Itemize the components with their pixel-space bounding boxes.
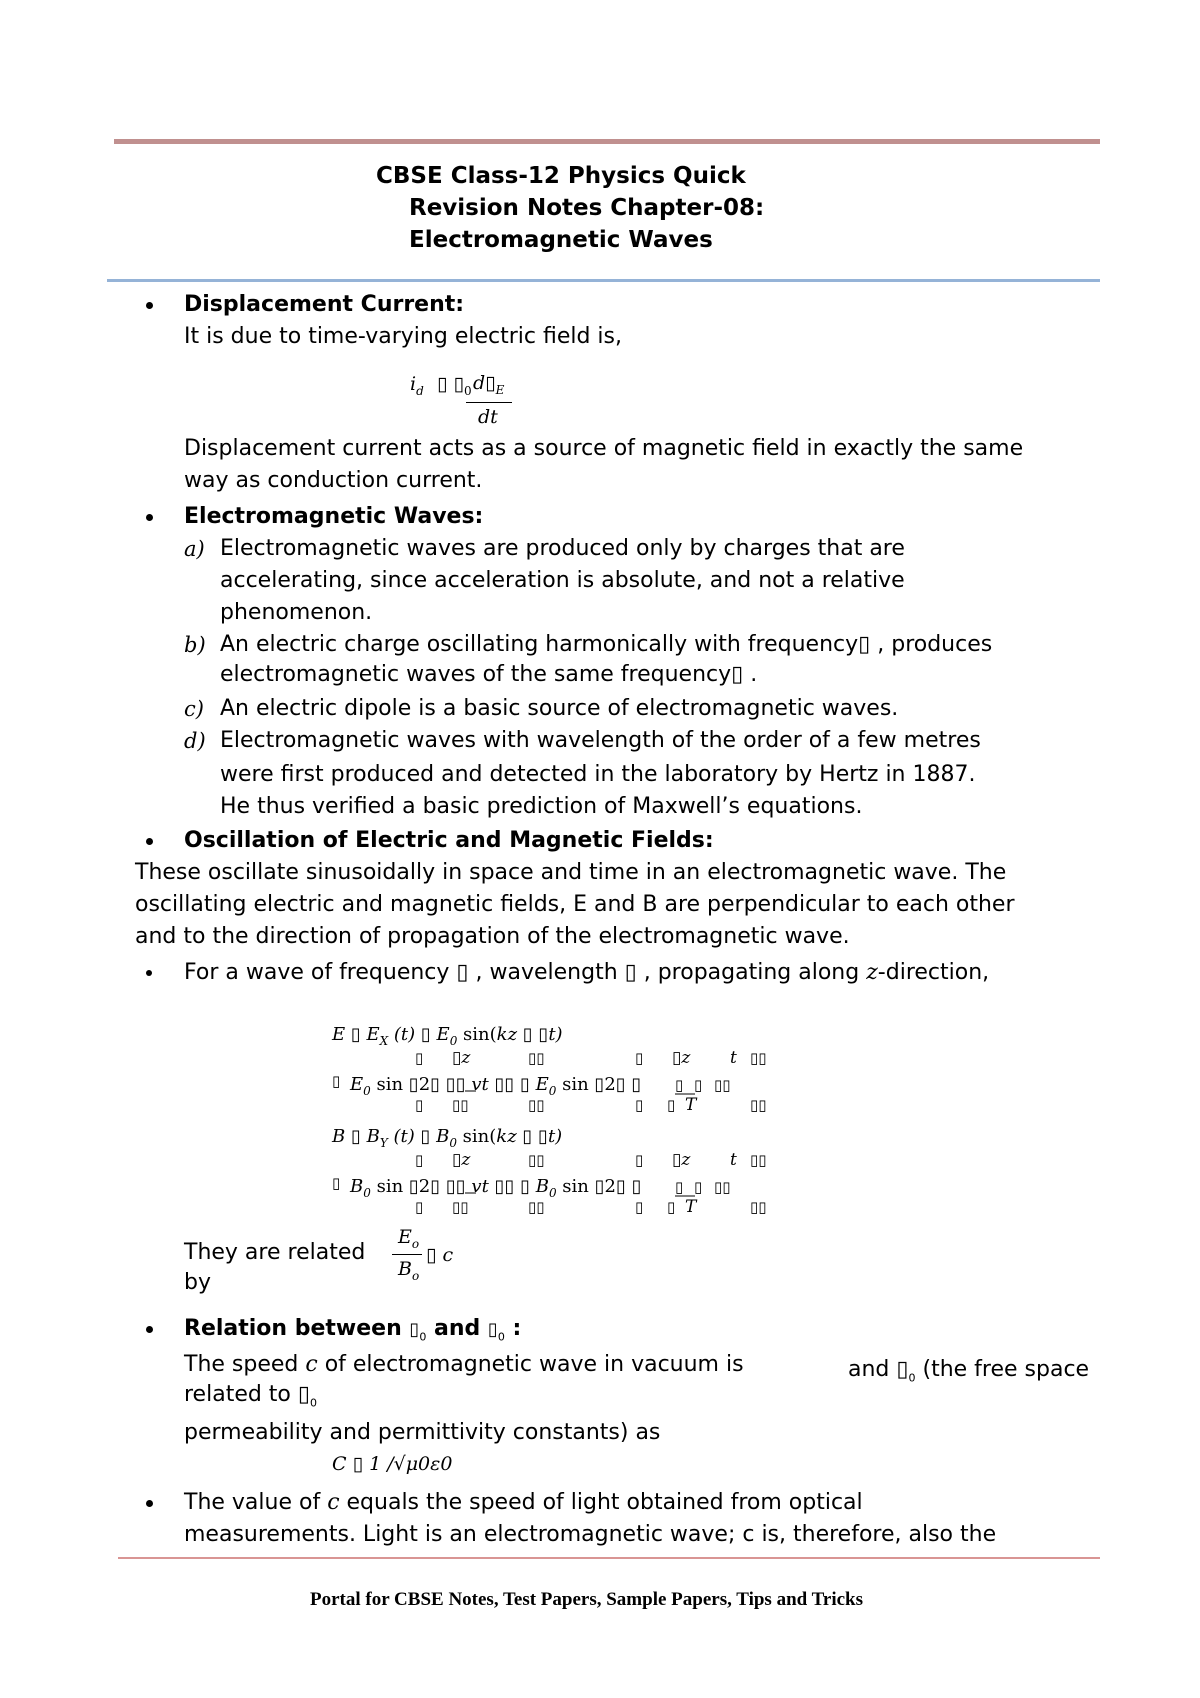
svg-text:▯: ▯ <box>635 1151 644 1169</box>
relation-line-3: permeability and permittivity constants) as <box>184 1420 661 1445</box>
svg-text:E0 sin ▯2▯ ▯▯ vt ▯▯ ▯ E0 sin ▯: $E_0$ sin ▯2▯ ▯▯ vt ▯▯ ▯ $E_0$ sin ▯2▯ ▯ <box>350 1074 642 1098</box>
relation-line-2: related to $▯_0$ <box>184 1382 317 1410</box>
svg-text:▯▯: ▯▯ <box>528 1151 545 1169</box>
wave-frequency-line: For a wave of frequency ▯ , wavelength ▯ , propagating along z-direction, <box>184 960 990 985</box>
svg-text:▯: ▯ <box>332 1072 341 1090</box>
bottom-rule <box>118 1557 1100 1559</box>
bullet-wave-frequency <box>146 970 152 976</box>
oscillation-line-3: and to the direction of propagation of the electromagnetic wave. <box>135 924 850 949</box>
svg-text:E ▯ EX (t) ▯ E0 sin(kz ▯ ▯t): E ▯ $E_X$ (t) ▯ $E_0$ sin(kz ▯ ▯t) <box>332 1024 563 1048</box>
svg-text:▯: ▯ <box>694 1178 703 1196</box>
relation-line-1-right: and $▯_0$ (the free space <box>848 1357 1090 1385</box>
svg-text:▯: ▯ <box>635 1096 644 1114</box>
bullet-displacement <box>146 302 153 309</box>
page-title-line-3: Electromagnetic Waves <box>409 227 713 253</box>
bullet-value-c <box>146 1500 153 1507</box>
value-c-line-1: The value of c equals the speed of light obtained from optical <box>184 1490 863 1515</box>
svg-text:▯: ▯ <box>667 1096 676 1114</box>
heading-displacement-current: Displacement Current: <box>184 292 465 317</box>
svg-text:▯: ▯ <box>635 1198 644 1216</box>
svg-text:▯: ▯ <box>415 1198 424 1216</box>
top-rule <box>114 139 1100 144</box>
svg-text:▯▯: ▯▯ <box>528 1049 545 1067</box>
svg-text:▯z: ▯z <box>452 1150 471 1170</box>
heading-oscillation: Oscillation of Electric and Magnetic Fields: <box>184 828 714 853</box>
speed-of-light-formula: C ▯ 1 /√μ0ε0 <box>332 1453 453 1475</box>
bullet-oscillation <box>146 838 153 845</box>
svg-text:▯: ▯ <box>675 1076 684 1094</box>
svg-text:▯: ▯ <box>675 1178 684 1196</box>
svg-text:T: T <box>685 1197 697 1217</box>
svg-text:▯▯: ▯▯ <box>528 1198 545 1216</box>
svg-text:▯▯: ▯▯ <box>750 1049 767 1067</box>
svg-text:▯z: ▯z <box>672 1048 691 1068</box>
displacement-body-2: way as conduction current. <box>184 468 483 493</box>
page-title-line-1: CBSE Class-12 Physics Quick <box>376 163 746 189</box>
wave-equations-figure <box>330 1018 790 1228</box>
heading-electromagnetic-waves: Electromagnetic Waves: <box>184 504 484 529</box>
footer-text: Portal for CBSE Notes, Test Papers, Sample Papers, Tips and Tricks <box>310 1589 863 1610</box>
svg-text:B0 sin ▯2▯ ▯▯ vt ▯▯ ▯ B0 sin ▯: $B_0$ sin ▯2▯ ▯▯ vt ▯▯ ▯ $B_0$ sin ▯2▯ ▯ <box>350 1176 642 1200</box>
svg-text:▯: ▯ <box>635 1049 644 1067</box>
bullet-em-waves <box>146 514 153 521</box>
svg-text:B ▯ BY (t) ▯ B0 sin(kz ▯ ▯t): B ▯ $B_Y$ (t) ▯ $B_0$ sin(kz ▯ ▯t) <box>332 1126 563 1150</box>
svg-text:▯▯: ▯▯ <box>750 1096 767 1114</box>
svg-text:▯: ▯ <box>415 1049 424 1067</box>
svg-text:t: t <box>730 1048 737 1068</box>
svg-text:t: t <box>730 1150 737 1170</box>
svg-text:▯▯: ▯▯ <box>452 1096 469 1114</box>
heading-relation: Relation between $▯_0$ and $▯_0$ : <box>184 1316 522 1344</box>
bullet-relation <box>146 1326 153 1333</box>
svg-text:▯: ▯ <box>415 1096 424 1114</box>
svg-text:▯▯: ▯▯ <box>714 1178 731 1196</box>
related-label-2: by <box>184 1270 211 1295</box>
oscillation-line-2: oscillating electric and magnetic fields, E and B are perpendicular to each other <box>135 892 1015 917</box>
oscillation-line-1: These oscillate sinusoidally in space and time in an electromagnetic wave. The <box>135 860 1007 885</box>
svg-text:▯z: ▯z <box>672 1150 691 1170</box>
relation-line-1: The speed c of electromagnetic wave in vacuum is <box>184 1352 744 1377</box>
displacement-intro: It is due to time-varying electric field is, <box>184 324 623 349</box>
value-c-line-2: measurements. Light is an electromagnetic wave; c is, therefore, also the <box>184 1522 997 1547</box>
svg-text:▯▯: ▯▯ <box>528 1096 545 1114</box>
related-label-1: They are related <box>184 1240 366 1265</box>
svg-text:▯▯: ▯▯ <box>452 1198 469 1216</box>
displacement-body-1: Displacement current acts as a source of magnetic field in exactly the same <box>184 436 1024 461</box>
svg-text:▯: ▯ <box>694 1076 703 1094</box>
svg-text:▯▯: ▯▯ <box>750 1198 767 1216</box>
svg-text:T: T <box>685 1095 697 1115</box>
svg-text:▯▯: ▯▯ <box>714 1076 731 1094</box>
svg-text:▯: ▯ <box>332 1174 341 1192</box>
svg-text:▯z: ▯z <box>452 1048 471 1068</box>
svg-text:▯▯: ▯▯ <box>750 1151 767 1169</box>
title-rule <box>107 279 1100 282</box>
svg-text:▯: ▯ <box>415 1151 424 1169</box>
svg-text:▯: ▯ <box>667 1198 676 1216</box>
page-title-line-2: Revision Notes Chapter-08: <box>409 195 765 221</box>
